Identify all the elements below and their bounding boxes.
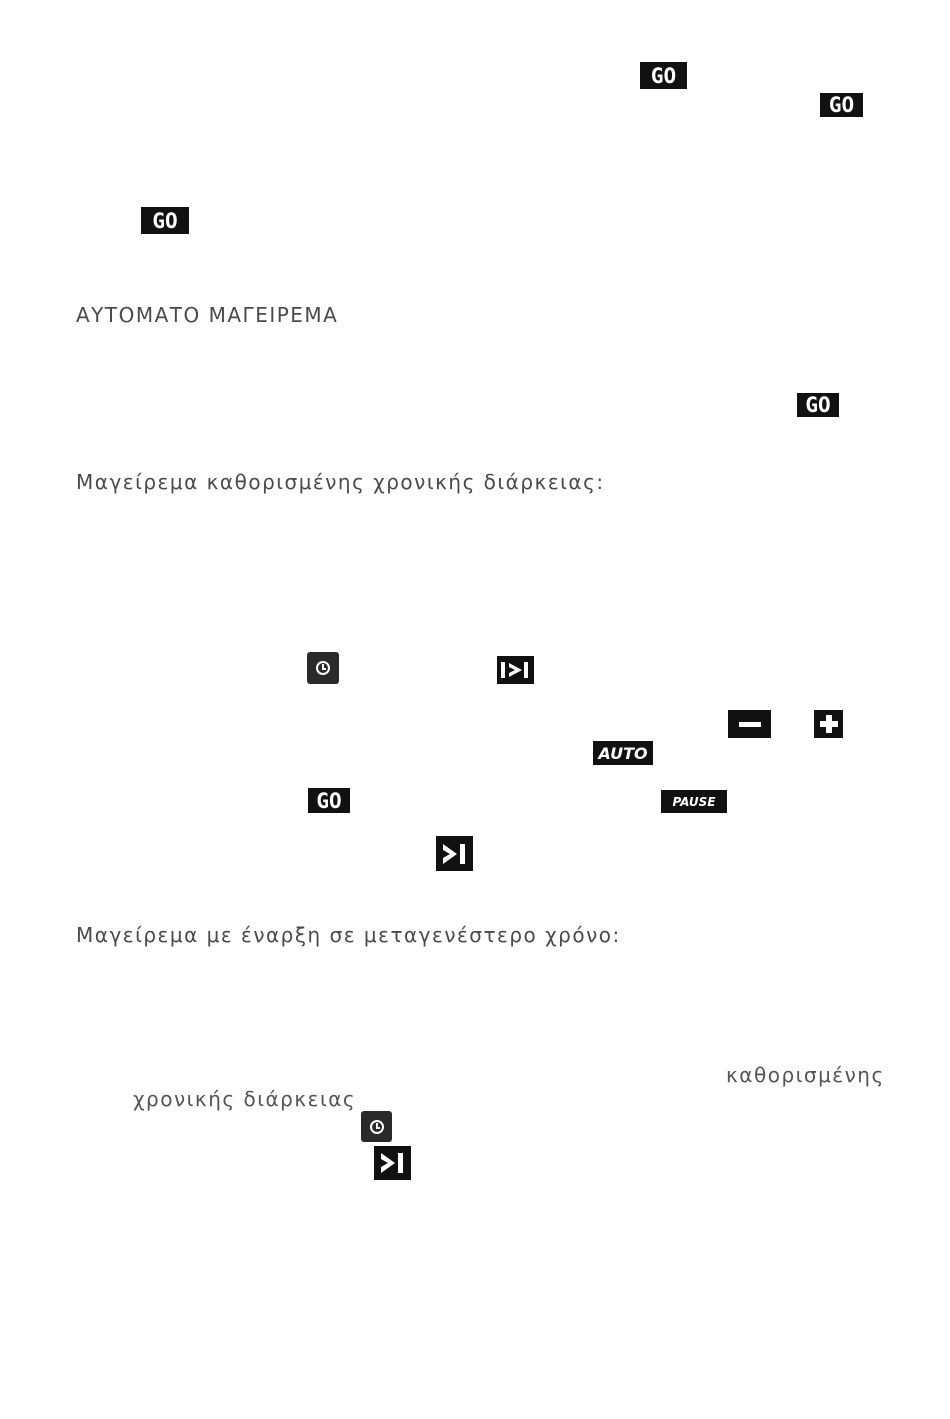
clock-face (370, 1120, 384, 1134)
plus-icon (814, 710, 843, 738)
go-icon: GO (308, 788, 350, 813)
clock-icon (307, 652, 339, 684)
section-heading-delayed-start: Μαγείρεμα με έναρξη σε μεταγενέστερο χρόνο: (76, 923, 621, 947)
text-fragment-duration: χρονικής διάρκειας (133, 1087, 357, 1111)
minus-bar (739, 722, 761, 727)
go-icon: GO (820, 93, 863, 117)
skip-glyph (440, 841, 469, 867)
auto-icon: AUTO (593, 741, 653, 765)
clock-icon (361, 1111, 392, 1142)
start-skip-icon (497, 656, 534, 684)
pause-icon: PAUSE (661, 790, 727, 813)
text-fragment-timed: καθορισμένης (726, 1063, 885, 1087)
skip-glyph (378, 1150, 407, 1176)
section-heading-timed-cooking: Μαγείρεμα καθορισμένης χρονικής διάρκειας: (76, 470, 605, 494)
skip-icon (374, 1146, 411, 1180)
clock-face (316, 661, 330, 675)
skip-icon (436, 836, 473, 871)
plus-cross (820, 715, 838, 733)
start-skip-glyph (500, 660, 531, 680)
minus-icon (728, 710, 771, 738)
section-heading-automatic-cooking: ΑΥΤΟΜΑΤΟ ΜΑΓΕΙΡΕΜΑ (76, 303, 339, 327)
go-icon: GO (797, 393, 839, 417)
go-icon: GO (141, 207, 189, 234)
go-icon: GO (640, 62, 687, 89)
